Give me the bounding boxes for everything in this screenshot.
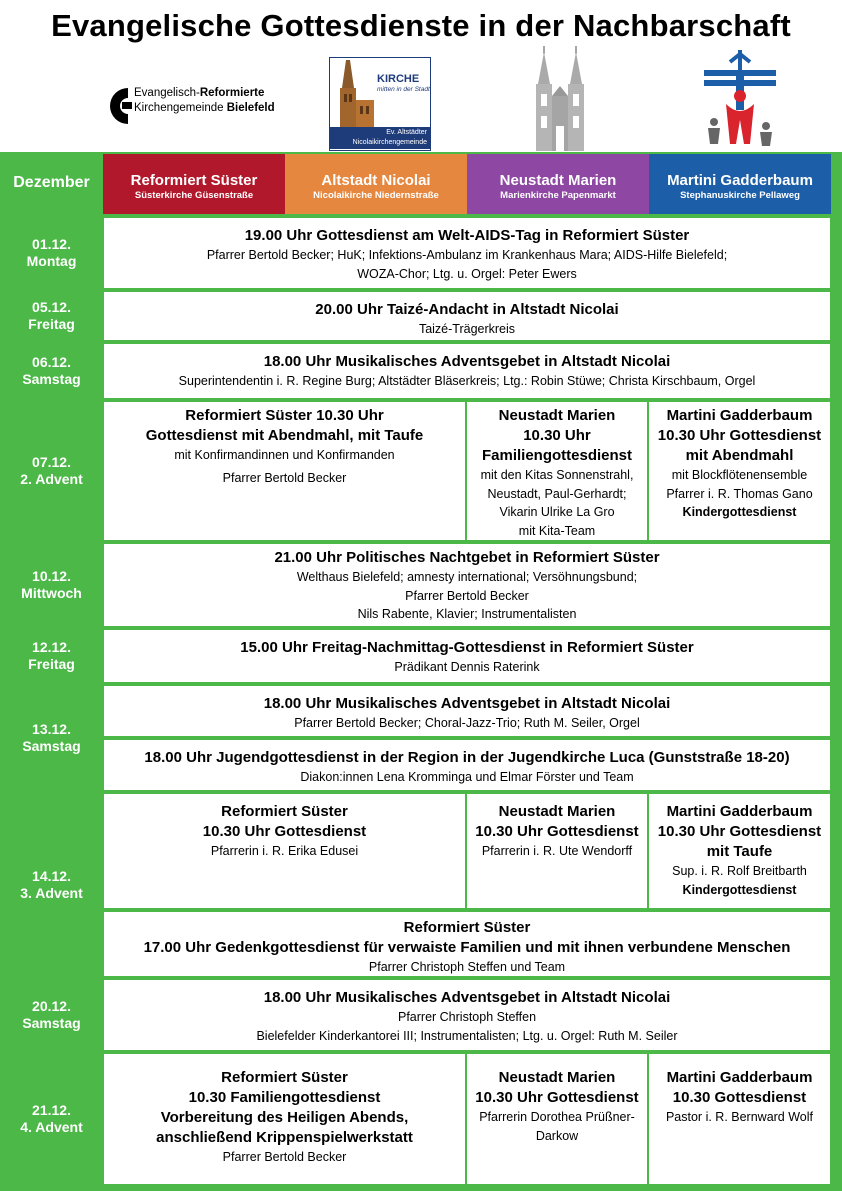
date: 05.12. — [32, 299, 71, 315]
event-box — [104, 980, 830, 1050]
church-name: Altstadt Nicolai — [321, 172, 431, 189]
date: 20.12. — [32, 998, 71, 1014]
event-title: 15.00 Uhr Freitag-Nachmittag-Gottesdienst in Reformiert Süster — [240, 639, 694, 656]
event-detail: Pfarrerin i. R. Erika Edusei — [210, 844, 359, 858]
reformed-church-icon — [108, 84, 132, 140]
weekday: Samstag — [22, 371, 81, 387]
date-cell — [0, 630, 103, 682]
event-title: Reformiert Süster — [221, 803, 348, 820]
date: 14.12. — [32, 868, 71, 884]
date: 07.12. — [32, 454, 71, 470]
page-header — [0, 0, 842, 152]
date-cell — [0, 402, 103, 540]
weekday: Mittwoch — [21, 585, 82, 601]
event-box — [649, 402, 830, 540]
church-name: Reformiert Süster — [130, 172, 258, 189]
event-title: Gottesdienst mit Abendmahl, mit Taufe — [145, 427, 424, 444]
page-title: Evangelische Gottesdienste in der Nachbarschaft — [51, 8, 791, 43]
event-title: Familiengottesdienst — [481, 447, 633, 464]
event-title: 10.30 Uhr — [523, 427, 591, 444]
event-box — [104, 794, 465, 908]
date: 21.12. — [32, 1102, 71, 1118]
event-detail: mit den Kitas Sonnenstrahl, — [480, 468, 634, 482]
event-box — [104, 630, 830, 682]
date: 12.12. — [32, 639, 71, 655]
logo-text: Nicolaikirchengemeinde — [352, 139, 427, 146]
church-address: Süsterkirche Güsenstraße — [134, 190, 254, 201]
event-title: mit Taufe — [706, 843, 773, 860]
event-detail: Superintendentin i. R. Regine Burg; Altstädter Bläserkreis; Ltg.: Robin Stüwe; Christa Kirschbaum, Orgel — [178, 374, 756, 388]
event-detail: Pastor i. R. Bernward Wolf — [665, 1110, 814, 1124]
weekday: Freitag — [28, 316, 75, 332]
date-cell — [0, 686, 103, 790]
event-box — [104, 740, 830, 790]
church-header-reformiert-suester — [103, 154, 285, 214]
weekday: 3. Advent — [20, 885, 83, 901]
event-box — [104, 218, 830, 288]
church-name: Martini Gadderbaum — [667, 172, 813, 189]
event-title: Reformiert Süster — [403, 919, 531, 936]
church-address: Nicolaikirche Niedernstraße — [313, 190, 439, 201]
event-detail: Pfarrer i. R. Thomas Gano — [666, 486, 813, 501]
church-header-altstadt-nicolai — [285, 154, 467, 214]
twin-tower-church-icon — [530, 46, 590, 151]
event-detail: Vikarin Ulrike La Gro — [499, 505, 615, 519]
event-detail: Pfarrerin Dorothea Prüßner- — [479, 1110, 635, 1124]
date-cell — [0, 292, 103, 340]
event-detail: Pfarrer Christoph Steffen und Team — [368, 960, 566, 974]
event-detail: Kindergottesdienst — [682, 505, 797, 519]
weekday: Montag — [26, 253, 77, 269]
event-detail: Neustadt, Paul-Gerhardt; — [487, 486, 627, 501]
event-detail: mit Blockflötenensemble — [671, 468, 808, 482]
event-box — [104, 1054, 465, 1184]
event-title: Vorbereitung des Heiligen Abends, — [160, 1109, 409, 1126]
date: 01.12. — [32, 236, 71, 252]
event-detail: Diakon:innen Lena Kromminga und Elmar Förster und Team — [300, 770, 634, 784]
event-detail: Kindergottesdienst — [682, 882, 797, 897]
event-detail: Sup. i. R. Rolf Breitbarth — [672, 864, 807, 878]
event-title: 10.30 Uhr Gottesdienst — [475, 823, 639, 840]
event-detail: Prädikant Dennis Raterink — [394, 660, 540, 674]
event-title: 18.00 Uhr Jugendgottesdienst in der Region in der Jugendkirche Luca (Gunststraße 18-20) — [144, 749, 790, 766]
event-title: 10.30 Uhr Gottesdienst — [657, 427, 822, 444]
event-title: 20.00 Uhr Taizé-Andacht in Altstadt Nicolai — [315, 301, 619, 318]
event-title: 10.30 Uhr Gottesdienst — [475, 1089, 639, 1106]
church-tower-icon — [332, 58, 376, 128]
logo-text: Ev. Altstädter — [386, 129, 427, 136]
date-cell — [0, 218, 103, 288]
date: 10.12. — [32, 568, 71, 584]
month-label: Dezember — [13, 174, 90, 191]
event-box — [104, 344, 830, 398]
date-cell — [0, 980, 103, 1050]
event-detail: Welthaus Bielefeld; amnesty international; Versöhnungsbund; — [296, 570, 638, 584]
logo-reformierte-kirchengemeinde — [108, 82, 298, 142]
logo-marienkirche — [530, 46, 590, 151]
event-detail: Pfarrer Bertold Becker; HuK; Infektions-Ambulanz im Krankenhaus Mara; AIDS-Hilfe Bielefeld; — [206, 248, 728, 262]
logo-text: Kirchengemeinde — [134, 102, 227, 114]
weekday: 2. Advent — [20, 471, 83, 487]
event-box — [104, 402, 465, 540]
logo-text: Reformierte — [199, 87, 265, 99]
event-title: Martini Gadderbaum — [666, 803, 813, 820]
date: 06.12. — [32, 354, 71, 370]
event-box — [467, 794, 647, 908]
event-detail: Pfarrer Bertold Becker — [222, 1150, 347, 1164]
date-cell — [0, 1054, 103, 1184]
event-title: 10.30 Familiengottesdienst — [188, 1089, 381, 1106]
event-box — [104, 912, 830, 976]
event-box — [467, 402, 647, 540]
logo-text: Evangelisch- — [134, 87, 200, 99]
event-title: Martini Gadderbaum — [666, 407, 813, 424]
event-detail: Bielefelder Kinderkantorei III; Instrumentalisten; Ltg. u. Orgel: Ruth M. Seiler — [256, 1028, 678, 1043]
event-detail: Pfarrer Bertold Becker — [222, 470, 347, 485]
event-title: 21.00 Uhr Politisches Nachtgebet in Reformiert Süster — [274, 549, 660, 566]
event-title: anschließend Krippenspielwerkstatt — [156, 1129, 413, 1146]
event-title: Reformiert Süster — [221, 1069, 348, 1086]
church-header-martini-gadderbaum — [649, 154, 831, 214]
event-detail: Taizé-Trägerkreis — [418, 322, 516, 336]
logo-martini — [700, 48, 780, 148]
date: 13.12. — [32, 721, 71, 737]
logo-nicolai — [329, 57, 431, 151]
event-title: 18.00 Uhr Musikalisches Adventsgebet in Altstadt Nicolai — [263, 353, 671, 370]
weekday: 4. Advent — [20, 1119, 83, 1135]
church-name: Neustadt Marien — [499, 172, 617, 189]
logo-text: KIRCHE — [377, 73, 420, 85]
event-title: 19.00 Uhr Gottesdienst am Welt-AIDS-Tag in Reformiert Süster — [244, 227, 690, 244]
event-detail: Pfarrer Bertold Becker; Choral-Jazz-Trio; Ruth M. Seiler, Orgel — [294, 716, 640, 730]
event-detail: Darkow — [535, 1128, 579, 1143]
event-title: Neustadt Marien — [498, 803, 616, 820]
event-box — [104, 292, 830, 340]
event-box — [104, 544, 830, 626]
cross-people-icon — [700, 48, 780, 148]
event-title: Neustadt Marien — [498, 1069, 616, 1086]
weekday: Samstag — [22, 1015, 81, 1031]
date-cell — [0, 794, 103, 976]
event-detail: Pfarrer Christoph Steffen — [397, 1010, 537, 1024]
event-box — [467, 1054, 647, 1184]
event-title: 18.00 Uhr Musikalisches Adventsgebet in Altstadt Nicolai — [263, 695, 671, 712]
event-detail: Pfarrerin i. R. Ute Wendorff — [481, 844, 633, 858]
event-title: 10.30 Gottesdienst — [672, 1089, 807, 1106]
event-box — [649, 794, 830, 908]
event-detail: mit Konfirmandinnen und Konfirmanden — [174, 448, 395, 462]
church-address: Stephanuskirche Pellaweg — [680, 190, 800, 201]
event-detail: Nils Rabente, Klavier; Instrumentalisten — [357, 607, 577, 621]
event-title: Neustadt Marien — [498, 407, 616, 424]
event-box — [649, 1054, 830, 1184]
logo-text: Bielefeld — [226, 102, 275, 114]
event-detail: Pfarrer Bertold Becker — [405, 588, 529, 603]
event-title: 17.00 Uhr Gedenkgottesdienst für verwaiste Familien und mit ihnen verbundene Menschen — [143, 939, 791, 956]
weekday: Samstag — [22, 738, 81, 754]
event-title: mit Abendmahl — [685, 447, 794, 464]
church-header-neustadt-marien — [467, 154, 649, 214]
event-title: 18.00 Uhr Musikalisches Adventsgebet in Altstadt Nicolai — [263, 989, 671, 1006]
event-title: 10.30 Uhr Gottesdienst — [202, 823, 367, 840]
event-detail: mit Kita-Team — [518, 523, 596, 538]
church-address: Marienkirche Papenmarkt — [500, 190, 616, 201]
event-detail: WOZA-Chor; Ltg. u. Orgel: Peter Ewers — [357, 266, 577, 281]
date-cell — [0, 344, 103, 398]
event-title: Reformiert Süster 10.30 Uhr — [185, 407, 384, 424]
event-box — [104, 686, 830, 736]
weekday: Freitag — [28, 656, 75, 672]
event-title: 10.30 Uhr Gottesdienst — [657, 823, 822, 840]
date-cell — [0, 544, 103, 626]
logo-text: mitten in der Stadt — [377, 86, 430, 93]
event-title: Martini Gadderbaum — [666, 1069, 813, 1086]
